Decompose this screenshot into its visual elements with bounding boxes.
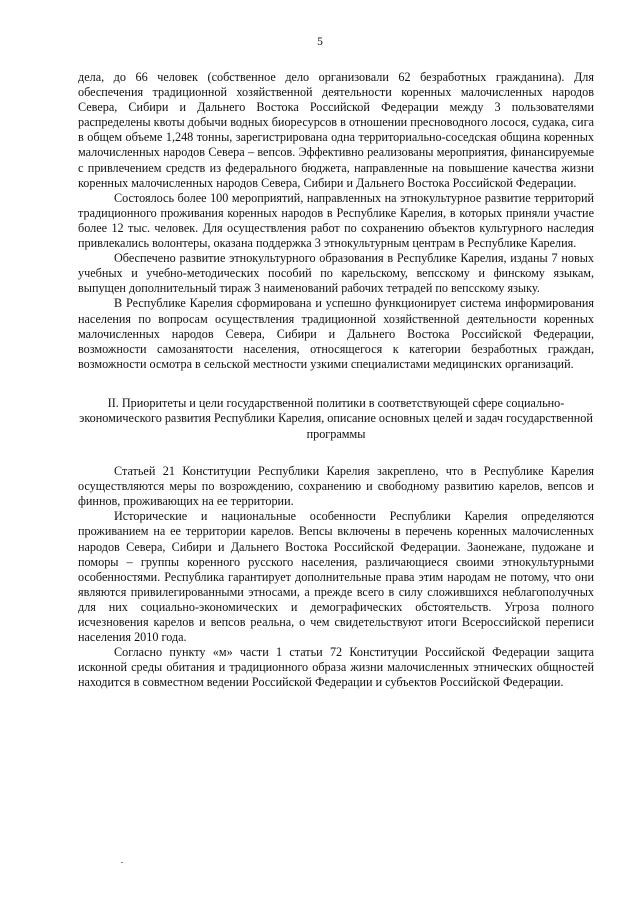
- document-body: [78, 70, 594, 691]
- paragraph-constitution-article-72: Согласно пункту «м» части 1 статьи 72 Конституции Российской Федерации защита исконной среды обитания и традиционного образа жизни малочисленных этнических общностей находится в совместном ведении Российской Федерации и субъектов Российской Федерации.: [78, 645, 594, 690]
- paragraph-constitution-article-21: Статьей 21 Конституции Республики Карелия закреплено, что в Республике Карелия осуществляются меры по возрождению, сохранению и свободному развитию карелов, вепсов и финнов, проживающих на ее территории.: [78, 464, 594, 509]
- paragraph-historical-features: Исторические и национальные особенности Республики Карелия определяются проживанием на ее территории карелов. Вепсы включены в перечень коренных малочисленных народов Севера, Сибири и Дальнего Востока Российской Федерации. Заонежане, пудожане и поморы – группы коренного русского населения, различающиеся своими этнокультурными особенностями. Республика гарантирует дополнительные права этим народам не потому, что они являются привилегированными этносами, а прежде всего в силу сложившихся неблагополучных для них социально-экономических и демографических обстоятельств. Угроза полного исчезновения карелов и вепсов реальна, о чем свидетельствуют итоги Всероссийской переписи населения 2010 года.: [78, 509, 594, 645]
- paragraph-continuation: дела, до 66 человек (собственное дело организовали 62 безработных гражданина). Для обеспечения традиционной хозяйственной деятельности коренных малочисленных народов Севера, Сибири и Дальнего Востока Российской Федерации между 3 пользователями распределены квоты добычи водных биоресурсов в отношении пресноводного лосося, судака, сига в общем объеме 1,248 тонны, зарегистрирована одна территориально-соседская община коренных малочисленных народов Севера – вепсов. Эффективно реализованы мероприятия, финансируемые с привлечением средств из федерального бюджета, направленные на повышение качества жизни коренных малочисленных народов Севера, Сибири и Дальнего Востока Российской Федерации.: [78, 70, 594, 190]
- paragraph-education: Обеспечено развитие этнокультурного образования в Республике Карелия, изданы 7 новых учебных и учебно-методических пособий по карельскому, вепсскому и финскому языкам, выпущен дополнительный тираж 3 наименований рабочих тетрадей по вепсскому языку.: [78, 251, 594, 296]
- paragraph-information-system: В Республике Карелия сформирована и успешно функционирует система информирования населения по вопросам осуществления традиционной хозяйственной деятельности коренных малочисленных народов Севера, Сибири и Дальнего Востока Российской Федерации, возможности самозанятости населения, относящегося к категории безработных граждан, возможности осмотра в сельской местности узкими специалистами медицинских организаций.: [78, 296, 594, 371]
- scan-speck: [121, 862, 123, 863]
- paragraph-events: Состоялось более 100 мероприятий, направленных на этнокультурное развитие территорий традиционного проживания коренных народов в Республике Карелия, в которых приняли участие более 12 тыс. человек. Для осуществления работ по сохранению объектов культурного наследия привлекались волонтеры, оказана поддержка 3 этнокультурным центрам в Республике Карелия.: [78, 190, 594, 251]
- page-number: 5: [317, 36, 323, 48]
- section-heading: II. Приоритеты и цели государственной политики в соответствующей сфере социально-экономического развития Республики Карелия, описание основных целей и задач государственной программы: [79, 395, 593, 441]
